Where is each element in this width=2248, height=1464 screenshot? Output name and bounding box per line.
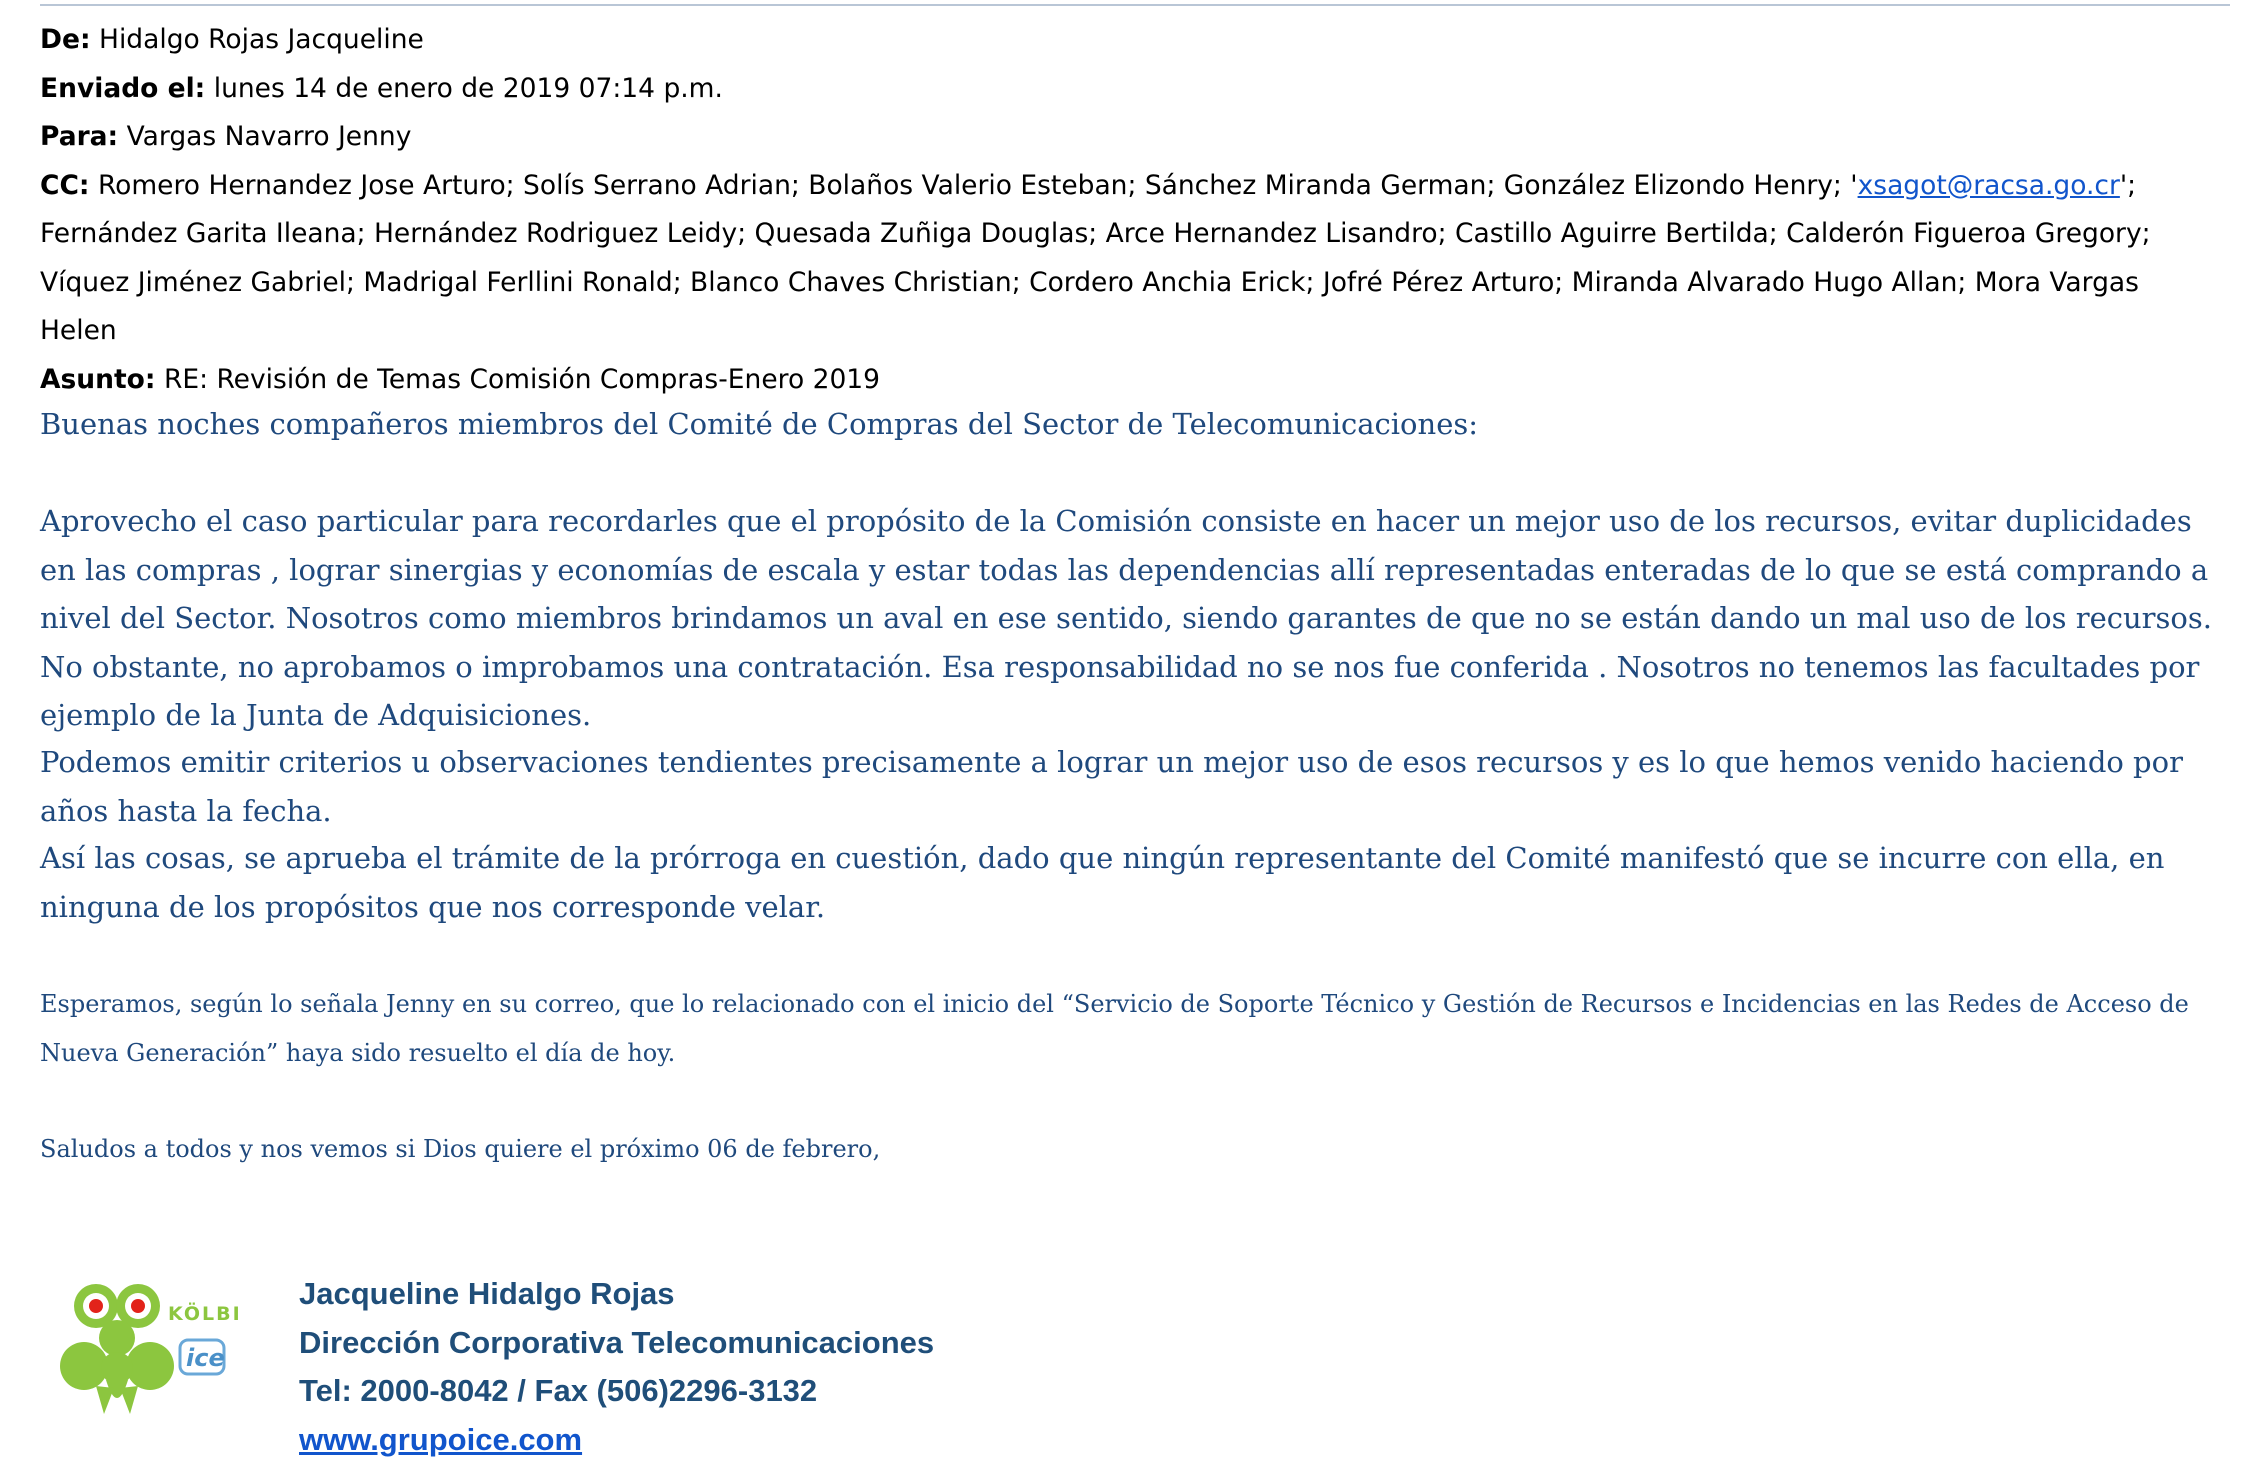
- frog-logo-icon: [56, 1276, 256, 1416]
- email-header: [40, 16, 2220, 404]
- from-label: De:: [40, 24, 91, 55]
- to-label: Para:: [40, 121, 119, 152]
- sent-row: [40, 65, 2220, 114]
- closing-line: Saludos a todos y nos vemos si Dios quiere el próximo 06 de febrero,: [40, 1135, 881, 1163]
- subject-row: [40, 356, 2220, 405]
- greeting: Buenas noches compañeros miembros del Comité de Compras del Sector de Telecomunicaciones:: [40, 407, 1479, 441]
- header-divider: [40, 4, 2230, 6]
- kolbi-ice-logo: [56, 1276, 256, 1416]
- to-row: [40, 113, 2220, 162]
- signature-department: Dirección Corporativa Telecomunicaciones: [299, 1324, 935, 1360]
- to-value: Vargas Navarro Jenny: [126, 121, 412, 152]
- subject-value: RE: Revisión de Temas Comisión Compras-Enero 2019: [163, 363, 881, 395]
- paragraph-1: Aprovecho el caso particular para recordarles que el propósito de la Comisión consiste en hacer un mejor uso de los recursos, evitar duplicidades en las compras , lograr sinergias y economías de escala y estar todas las dependencias allí representadas enteradas de lo que se está comprando a nivel del Sector. Nosotros como miembros brindamos un aval en ese sentido, siendo garantes de que no se están dando un mal uso de los recursos. No obstante, no aprobamos o improbamos una contratación. Esa responsabilidad no se nos fue conferida . Nosotros no tenemos las facultades por ejemplo de la Junta de Adquisiciones.: [40, 504, 2212, 732]
- signature-name: Jacqueline Hidalgo Rojas: [299, 1276, 675, 1311]
- paragraph-3: Así las cosas, se aprueba el trámite de la prórroga en cuestión, dado que ningún representante del Comité manifestó que se incurre con ella, en ninguna de los propósitos que nos corresponde velar.: [40, 841, 2165, 924]
- logo-ice-text: ice: [186, 1344, 225, 1372]
- cc-label: CC:: [40, 169, 90, 201]
- logo-brand-text: KÖLBI: [168, 1303, 242, 1325]
- paragraph-4: Esperamos, según lo señala Jenny en su correo, que lo relacionado con el inicio del “Servicio de Soporte Técnico y Gestión de Recursos e Incidencias en las Redes de Acceso de Nueva Generación” haya sido resuelto el día de hoy.: [40, 990, 2189, 1067]
- cc-email-link[interactable]: xsagot@racsa.go.cr: [1857, 169, 2120, 201]
- sent-value: lunes 14 de enero de 2019 07:14 p.m.: [213, 72, 723, 104]
- signature-block: [299, 1270, 934, 1464]
- paragraph-2: Podemos emitir criterios u observaciones tendientes precisamente a lograr un mejor uso de esos recursos y es lo que hemos venido haciendo por años hasta la fecha.: [40, 745, 2183, 828]
- signature-phone: Tel: 2000-8042 / Fax (506)2296-3132: [299, 1373, 818, 1408]
- cc-row: [40, 162, 2220, 356]
- cc-value-after: '; Fernández Garita Ileana; Hernández Rodriguez Leidy; Quesada Zuñiga Douglas; Arce Hernandez Lisandro; Castillo Aguirre Bertilda; Calderón Figueroa Gregory; Víquez Jiménez Gabriel; Madrigal Ferllini Ronald; Blanco Chaves Christian; Cordero Anchia Erick; Jofré Pérez Arturo; Miranda Alvarado Hugo Allan; Mora Vargas Helen: [40, 169, 2151, 346]
- from-value: Hidalgo Rojas Jacqueline: [99, 24, 424, 55]
- subject-label: Asunto:: [40, 363, 156, 395]
- cc-value-before: Romero Hernandez Jose Arturo; Solís Serrano Adrian; Bolaños Valerio Esteban; Sánchez Miranda German; González Elizondo Henry; ': [97, 169, 1858, 201]
- sent-label: Enviado el:: [40, 72, 206, 104]
- signature-website-link[interactable]: www.grupoice.com: [299, 1421, 583, 1457]
- from-row: [40, 16, 2220, 65]
